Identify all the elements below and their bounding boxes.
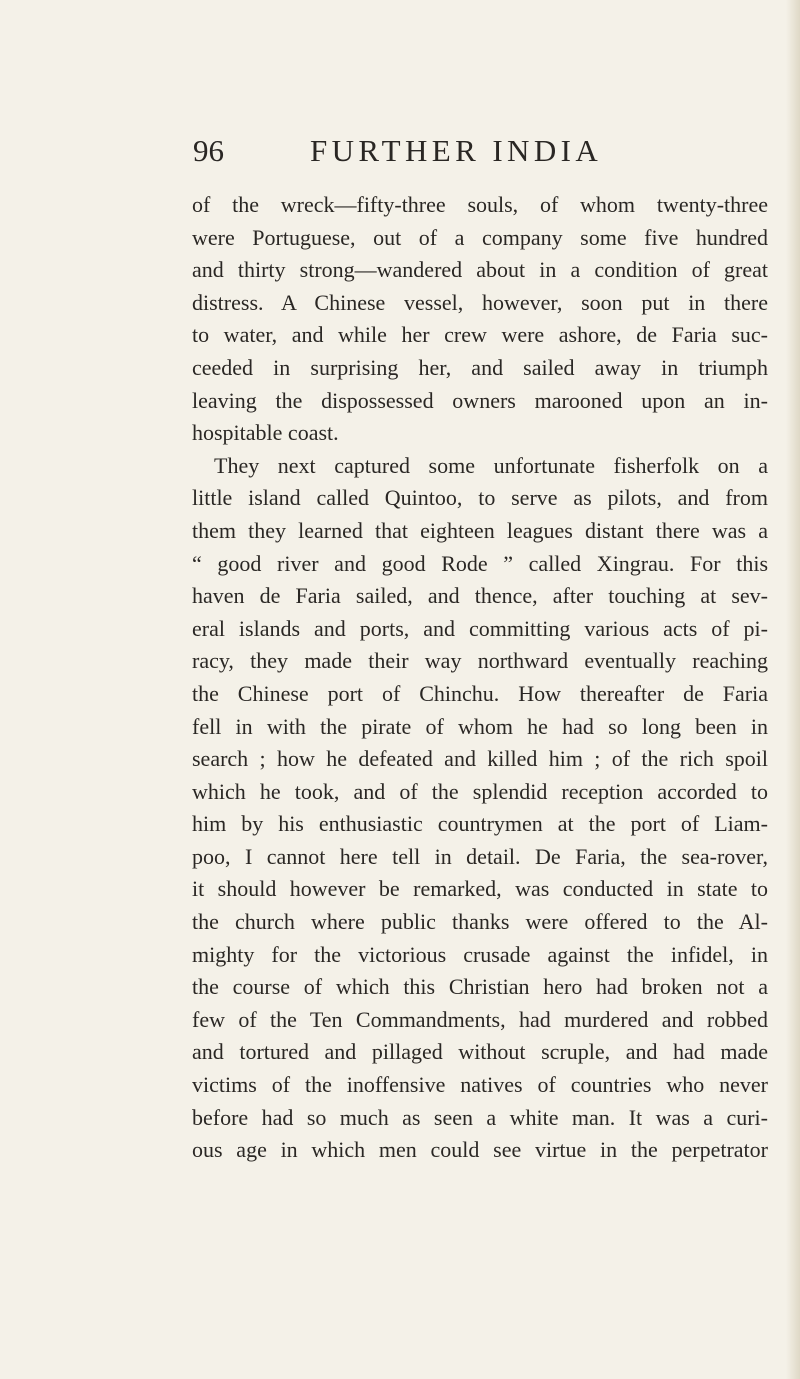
text-line: few of the Ten Commandments, had murdered and robbed (192, 1006, 768, 1032)
text-line: him by his enthusiastic countrymen at the port of Liam- (192, 811, 768, 837)
text-line: fell in with the pirate of whom he had so long been in (192, 713, 768, 739)
text-line: distress. A Chinese vessel, however, soon put in there (192, 289, 768, 315)
text-line: them they learned that eighteen leagues distant there was a (192, 517, 768, 543)
text-line: the church where public thanks were offered to the Al- (192, 909, 768, 935)
text-line: racy, they made their way northward eventually reaching (192, 648, 768, 674)
text-line: search ; how he defeated and killed him ; of the rich spoil (192, 746, 768, 772)
text-line: the Chinese port of Chinchu. How thereafter de Faria (192, 680, 768, 706)
text-line: and thirty strong—wandered about in a condition of great (192, 257, 768, 283)
text-line: of the wreck—fifty-three souls, of whom twenty-three (192, 192, 768, 217)
running-title: FURTHER INDIA (310, 133, 603, 168)
page-header (193, 133, 602, 183)
text-line: the course of which this Christian hero had broken not a (192, 974, 768, 1000)
text-line: leaving the dispossessed owners marooned upon an in- (192, 387, 768, 413)
page-number: 96 (193, 133, 224, 168)
page-edge-shadow (786, 0, 800, 1379)
text-line: eral islands and ports, and committing various acts of pi- (192, 615, 768, 641)
paragraph-start-line: They next captured some unfortunate fisherfolk on a (214, 452, 768, 478)
text-line: were Portuguese, out of a company some five hundred (192, 224, 768, 250)
text-line: and tortured and pillaged without scruple, and had made (192, 1039, 768, 1065)
text-line: ceeded in surprising her, and sailed away in triumph (192, 354, 768, 380)
text-line: victims of the inoffensive natives of countries who never (192, 1072, 768, 1098)
text-line: poo, I cannot here tell in detail. De Faria, the sea-rover, (192, 843, 768, 869)
text-line: little island called Quintoo, to serve as pilots, and from (192, 485, 768, 511)
text-line: “ good river and good Rode ” called Xingrau. For this (192, 550, 768, 576)
text-line: haven de Faria sailed, and thence, after touching at sev- (192, 583, 768, 609)
text-line: which he took, and of the splendid reception accorded to (192, 778, 768, 804)
text-line: mighty for the victorious crusade against the infidel, in (192, 941, 768, 967)
text-line: before had so much as seen a white man. It was a curi- (192, 1104, 768, 1130)
text-line: ous age in which men could see virtue in the perpetrator (192, 1137, 768, 1163)
paragraph-end-line: hospitable coast. (192, 420, 339, 446)
body-text (192, 189, 768, 1167)
text-line: it should however be remarked, was conducted in state to (192, 876, 768, 902)
text-line: to water, and while her crew were ashore, de Faria suc- (192, 322, 768, 348)
